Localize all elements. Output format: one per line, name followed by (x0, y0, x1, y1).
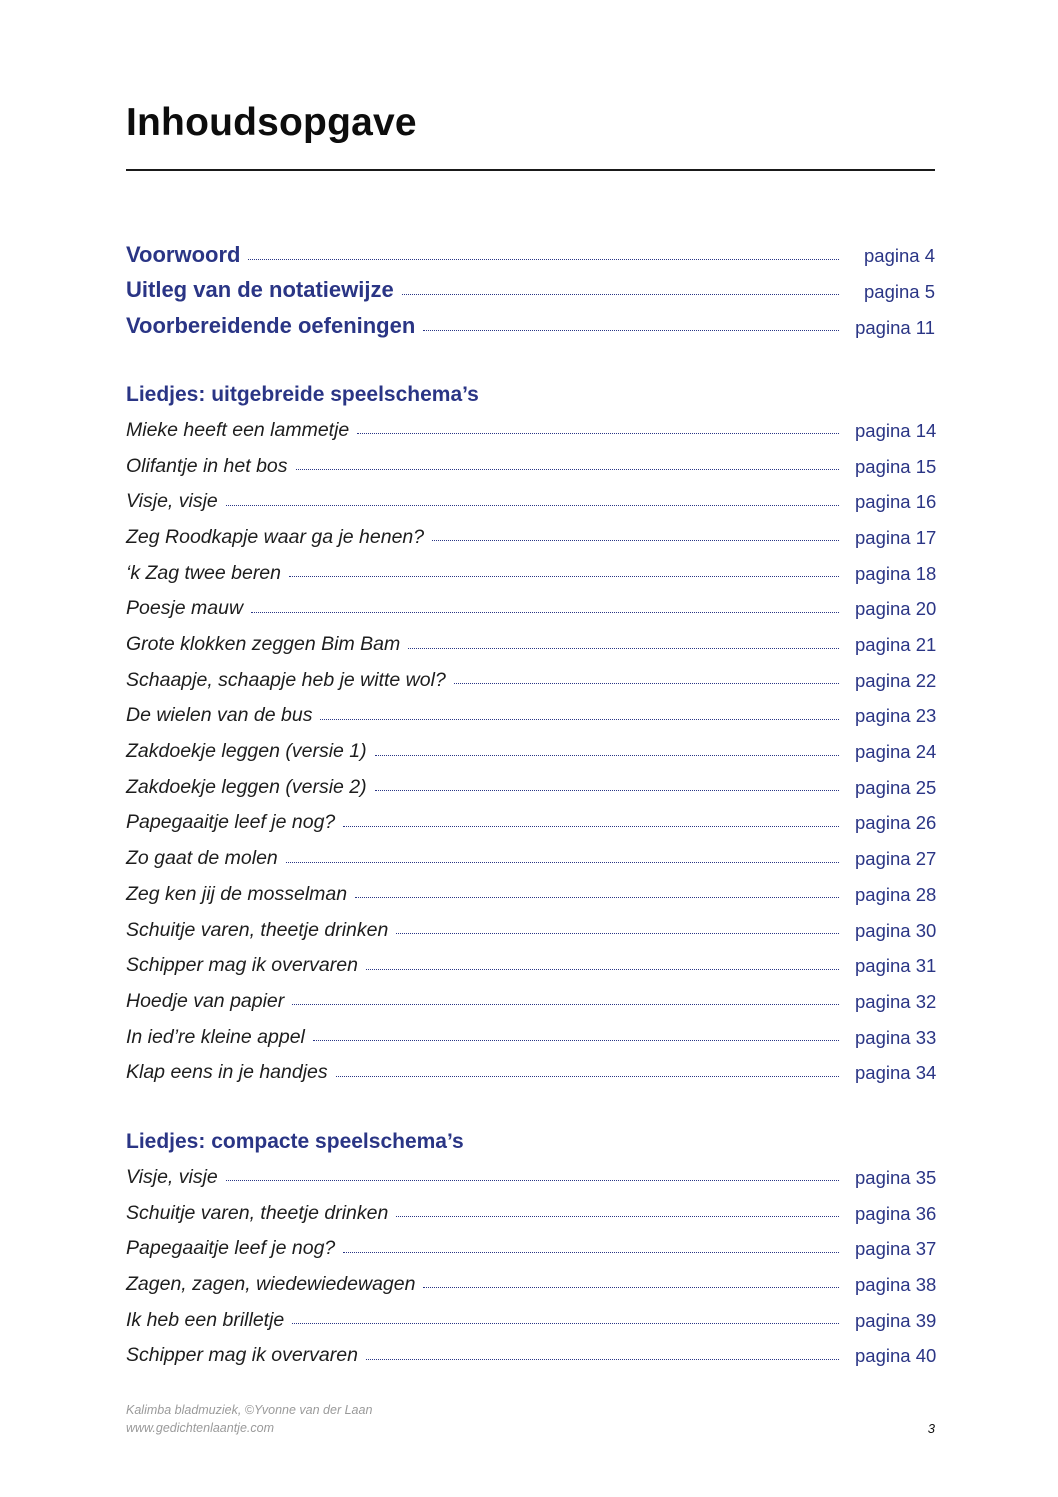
dot-leader (454, 683, 839, 684)
toc-entry-label: Mieke heeft een lammetje (126, 418, 350, 441)
dot-leader (408, 648, 839, 649)
toc-entry[interactable] (126, 1187, 935, 1223)
title-divider (126, 169, 935, 171)
toc-entry-page: pagina 20 (855, 598, 937, 620)
main-entries (126, 230, 935, 337)
toc-entry-label: Uitleg van de notatiewijze (126, 277, 394, 303)
page-title: Inhoudsopgave (126, 101, 417, 144)
dot-leader (432, 540, 839, 541)
dot-leader (286, 862, 839, 863)
toc-entry[interactable] (126, 976, 935, 1012)
toc-entry[interactable] (126, 583, 935, 619)
toc-entry[interactable] (126, 1011, 935, 1047)
toc-entry[interactable] (126, 797, 935, 833)
dot-leader (423, 1287, 839, 1288)
toc-entry-uitleg[interactable] (126, 266, 935, 302)
dot-leader (366, 1359, 839, 1360)
dot-leader (357, 433, 839, 434)
dot-leader (313, 1040, 839, 1041)
toc-entry-page: pagina 5 (864, 280, 935, 302)
toc-entry-label: Hoedje van papier (126, 989, 285, 1012)
toc-entry-page: pagina 15 (855, 455, 937, 477)
toc-entry-page: pagina 36 (855, 1202, 937, 1224)
dot-leader (396, 933, 839, 934)
toc-entry-label: Visje, visje (126, 490, 218, 513)
toc-entry-label: Zagen, zagen, wiedewiedewagen (126, 1272, 416, 1295)
toc-entry[interactable] (126, 1047, 935, 1083)
toc-entry-label: In ied’re kleine appel (126, 1025, 305, 1048)
toc-entry-label: Schuitje varen, theetje drinken (126, 918, 389, 941)
toc-entry-label: Zeg Roodkapje waar ga je henen? (126, 525, 425, 548)
dot-leader (336, 1076, 839, 1077)
dot-leader (366, 969, 839, 970)
section-heading: Liedjes: uitgebreide speelschema’s (126, 382, 479, 406)
toc-entry[interactable] (126, 869, 935, 905)
dot-leader (396, 1216, 839, 1217)
toc-entry[interactable] (126, 1223, 935, 1259)
dot-leader (320, 719, 839, 720)
toc-entry-label: Schuitje varen, theetje drinken (126, 1201, 389, 1224)
toc-entry-page: pagina 11 (855, 316, 935, 338)
toc-entry-label: Zeg ken jij de mosselman (126, 882, 348, 905)
toc-entry-label: Zo gaat de molen (126, 847, 278, 870)
toc-entry[interactable] (126, 619, 935, 655)
toc-entry-voorwoord[interactable] (126, 230, 935, 266)
toc-entry-label: Olifantje in het bos (126, 454, 288, 477)
toc-entry[interactable] (126, 1259, 935, 1295)
toc-entry[interactable] (126, 940, 935, 976)
toc-entry-page: pagina 26 (855, 812, 937, 834)
toc-entry-page: pagina 25 (855, 776, 937, 798)
footer-website[interactable]: www.gedichtenlaantje.com (126, 1421, 274, 1435)
dot-leader (375, 755, 839, 756)
toc-entry[interactable] (126, 1330, 935, 1366)
toc-entry-label: Zakdoekje leggen (versie 1) (126, 740, 367, 763)
toc-entry-page: pagina 33 (855, 1026, 937, 1048)
section-uitgebreide (126, 369, 935, 1083)
dot-leader (226, 1180, 839, 1181)
dot-leader (343, 826, 839, 827)
toc-entry[interactable] (126, 547, 935, 583)
toc-entry[interactable] (126, 762, 935, 798)
toc-entry-page: pagina 24 (855, 741, 937, 763)
toc-entry[interactable] (126, 726, 935, 762)
toc-entry-oefeningen[interactable] (126, 301, 935, 337)
page-number: 3 (927, 1421, 935, 1436)
toc-entry-label: Voorbereidende oefeningen (126, 313, 416, 339)
toc-entry-page: pagina 30 (855, 919, 937, 941)
toc-entry-page: pagina 39 (855, 1309, 937, 1331)
toc-entry-page: pagina 23 (855, 705, 937, 727)
toc-entry[interactable] (126, 655, 935, 691)
toc-entry-label: De wielen van de bus (126, 704, 313, 727)
toc-entry[interactable] (126, 1152, 935, 1188)
toc-entry-label: Ik heb een brilletje (126, 1308, 285, 1331)
toc-entry-page: pagina 32 (855, 990, 937, 1012)
toc-entry-page: pagina 37 (855, 1238, 937, 1260)
toc-entry-label: Grote klokken zeggen Bim Bam (126, 633, 401, 655)
toc-entry[interactable] (126, 440, 935, 476)
toc-entry-label: Papegaaitje leef je nog? (126, 811, 336, 834)
section-heading: Liedjes: compacte speelschema’s (126, 1129, 464, 1153)
toc-entry-label: ‘k Zag twee beren (126, 561, 282, 584)
toc-entry-label: Schaapje, schaapje heb je witte wol? (126, 668, 446, 691)
toc-entry-label: Voorwoord (126, 241, 241, 267)
section-compacte (126, 1116, 935, 1366)
toc-entry[interactable] (126, 476, 935, 512)
dot-leader (355, 897, 839, 898)
dot-leader (375, 790, 839, 791)
toc-entry-page: pagina 35 (855, 1166, 937, 1188)
dot-leader (292, 1004, 839, 1005)
dot-leader (292, 1323, 839, 1324)
toc-entry[interactable] (126, 833, 935, 869)
toc-entry-page: pagina 27 (855, 848, 937, 870)
toc-entry-page: pagina 28 (855, 883, 937, 905)
dot-leader (248, 259, 839, 260)
dot-leader (226, 505, 839, 506)
toc-entry-label: Schipper mag ik overvaren (126, 1344, 358, 1367)
dot-leader (251, 612, 839, 613)
dot-leader (423, 330, 839, 331)
toc-entry-page: pagina 21 (855, 634, 937, 655)
toc-entry-page: pagina 34 (855, 1062, 937, 1084)
toc-entry[interactable] (126, 405, 935, 441)
toc-entry[interactable] (126, 512, 935, 548)
dot-leader (343, 1252, 839, 1253)
toc-entry-label: Zakdoekje leggen (versie 2) (126, 775, 367, 798)
toc-entry-page: pagina 40 (855, 1345, 937, 1367)
toc-entry-page: pagina 16 (855, 491, 937, 513)
toc-entry-label: Schipper mag ik overvaren (126, 954, 358, 977)
toc-entry-page: pagina 4 (864, 245, 935, 267)
toc-entry-page: pagina 22 (855, 669, 937, 691)
dot-leader (296, 469, 839, 470)
toc-entry-label: Papegaaitje leef je nog? (126, 1237, 336, 1260)
toc-entry-label: Visje, visje (126, 1165, 218, 1188)
toc-entry-page: pagina 38 (855, 1273, 937, 1295)
toc-entry-label: Poesje mauw (126, 597, 244, 620)
toc-entry[interactable] (126, 1294, 935, 1330)
dot-leader (402, 294, 839, 295)
footer-copyright: Kalimba bladmuziek, ©Yvonne van der Laan (126, 1403, 373, 1417)
page-footer (126, 1401, 935, 1437)
dot-leader (289, 576, 839, 577)
toc-entry-page: pagina 31 (855, 955, 937, 977)
toc-entry[interactable] (126, 690, 935, 726)
toc-entry-label: Klap eens in je handjes (126, 1061, 328, 1084)
toc-entry-page: pagina 14 (855, 419, 937, 441)
toc-entry-page: pagina 18 (855, 562, 937, 584)
toc-entry-page: pagina 17 (855, 526, 937, 548)
toc-entry[interactable] (126, 904, 935, 940)
